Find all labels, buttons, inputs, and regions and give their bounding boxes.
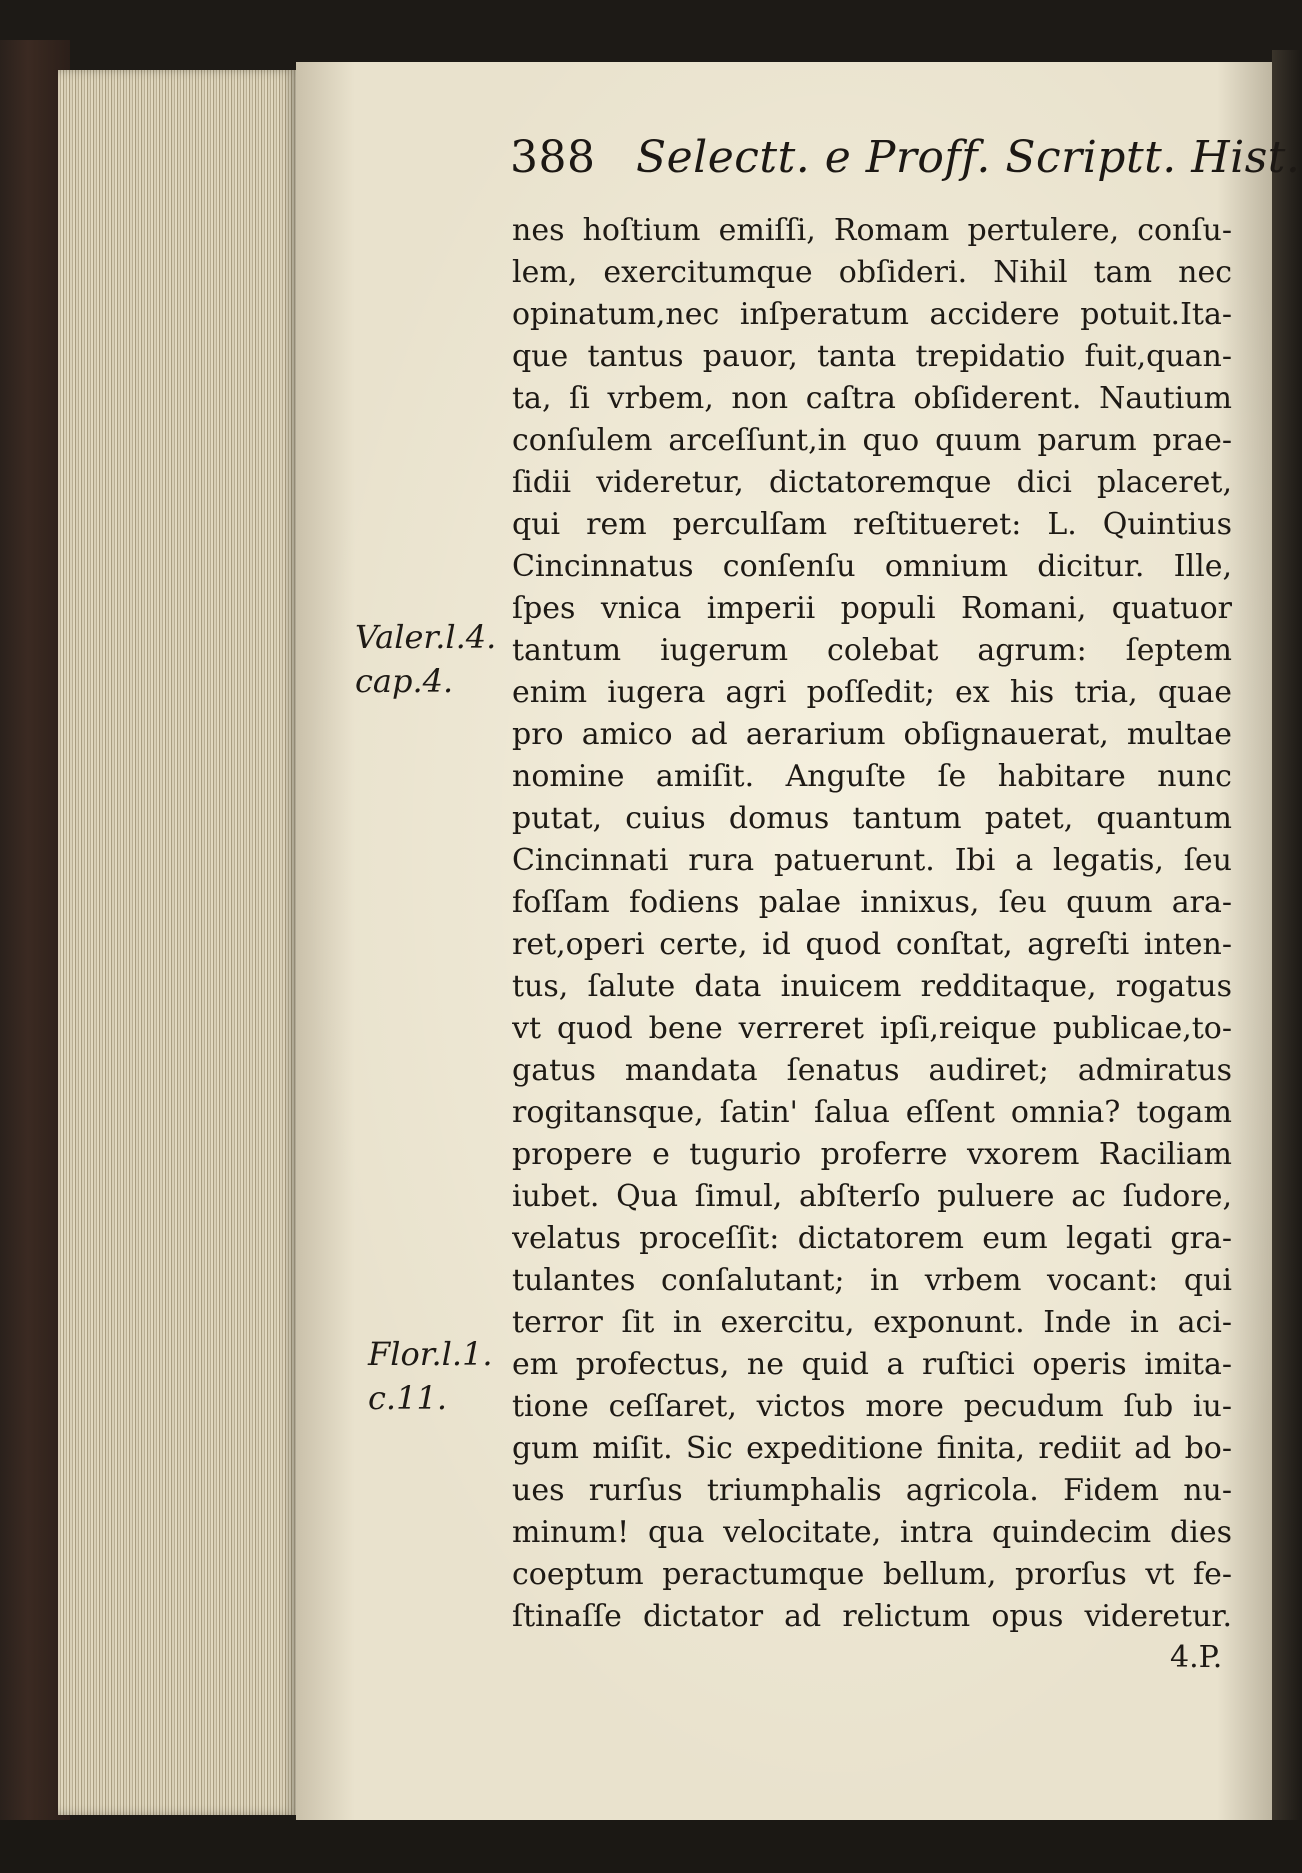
text-line: pro amico ad aerarium obſignauerat, multae xyxy=(512,717,1232,752)
text-line: enim iugera agri poſſedit; ex his tria, quae xyxy=(512,675,1232,710)
running-head-title: Selectt. e Proff. Scriptt. Hist. xyxy=(635,132,1301,183)
margin-note-line: c.11. xyxy=(368,1379,447,1417)
text-line: ret,operi certe, id quod conſtat, agreſti inten- xyxy=(512,927,1232,962)
text-line: terror ſit in exercitu, exponunt. Inde in aci- xyxy=(512,1305,1232,1340)
text-line: tus, ſalute data inuicem redditaque, rogatus xyxy=(512,969,1232,1004)
text-line: Cincinnatus conſenſu omnium dicitur. Ille, xyxy=(512,549,1232,584)
text-line: gatus mandata ſenatus audiret; admiratus xyxy=(512,1053,1232,1088)
text-line: que tantus pauor, tanta trepidatio fuit,quan- xyxy=(512,339,1232,374)
text-line: coeptum peractumque bellum, prorſus vt fe- xyxy=(512,1557,1232,1592)
text-line: tulantes conſalutant; in vrbem vocant: qui xyxy=(512,1263,1232,1298)
text-line: gum miſit. Sic expeditione finita, rediit ad bo- xyxy=(512,1431,1232,1466)
text-line: ſidii videretur, dictatoremque dici placeret, xyxy=(512,465,1232,500)
margin-note-line: Flor.l.1. xyxy=(368,1335,493,1373)
text-line: ſpes vnica imperii populi Romani, quatuor xyxy=(512,591,1232,626)
bottom-shadow xyxy=(0,1820,1302,1873)
text-line: vt quod bene verreret ipſi,reique publicae,to- xyxy=(512,1011,1232,1046)
text-line: conſulem arceſſunt,in quo quum parum prae- xyxy=(512,423,1232,458)
text-line: putat, cuius domus tantum patet, quantum xyxy=(512,801,1232,836)
text-line: lem, exercitumque obſideri. Nihil tam nec xyxy=(512,255,1232,290)
text-line: velatus proceſſit: dictatorem eum legati gra- xyxy=(512,1221,1232,1256)
catchword: 4.P. xyxy=(1170,1640,1223,1675)
text-line: ta, ſi vrbem, non caſtra obſiderent. Nautium xyxy=(512,381,1232,416)
text-line: minum! qua velocitate, intra quindecim dies xyxy=(512,1515,1232,1550)
text-line: foſſam fodiens palae innixus, ſeu quum ara- xyxy=(512,885,1232,920)
margin-note-line: Valer.l.4. xyxy=(355,618,497,656)
margin-note-valerius xyxy=(355,615,496,703)
margin-note-florus xyxy=(368,1332,493,1420)
text-line: nes hoſtium emiſſi, Romam pertulere, conſu- xyxy=(512,213,1232,248)
page-number: 388 xyxy=(510,132,596,183)
facing-page-edge xyxy=(1272,50,1302,1873)
text-line: tantum iugerum colebat agrum: ſeptem xyxy=(512,633,1232,668)
running-header xyxy=(510,132,1300,183)
margin-note-line: cap.4. xyxy=(355,662,454,700)
text-line: qui rem perculſam reſtitueret: L. Quintius xyxy=(512,507,1232,542)
text-line: ues rurſus triumphalis agricola. Fidem nu- xyxy=(512,1473,1232,1508)
text-line: em profectus, ne quid a ruſtici operis imita- xyxy=(512,1347,1232,1382)
text-line: rogitansque, ſatin' ſalua eſſent omnia? togam xyxy=(512,1095,1232,1130)
text-line: propere e tugurio proferre vxorem Raciliam xyxy=(512,1137,1232,1172)
body-text xyxy=(512,210,1232,1638)
page-edges xyxy=(58,70,298,1815)
text-line: tione ceſſaret, victos more pecudum ſub iu- xyxy=(512,1389,1232,1424)
text-line: iubet. Qua ſimul, abſterſo puluere ac ſudore, xyxy=(512,1179,1232,1214)
text-line: ſtinaſſe dictator ad relictum opus videretur. xyxy=(512,1599,1232,1634)
text-line: nomine amiſit. Anguſte ſe habitare nunc xyxy=(512,759,1232,794)
text-line: Cincinnati rura patuerunt. Ibi a legatis, ſeu xyxy=(512,843,1232,878)
text-line: opinatum,nec inſperatum accidere potuit.Ita- xyxy=(512,297,1232,332)
